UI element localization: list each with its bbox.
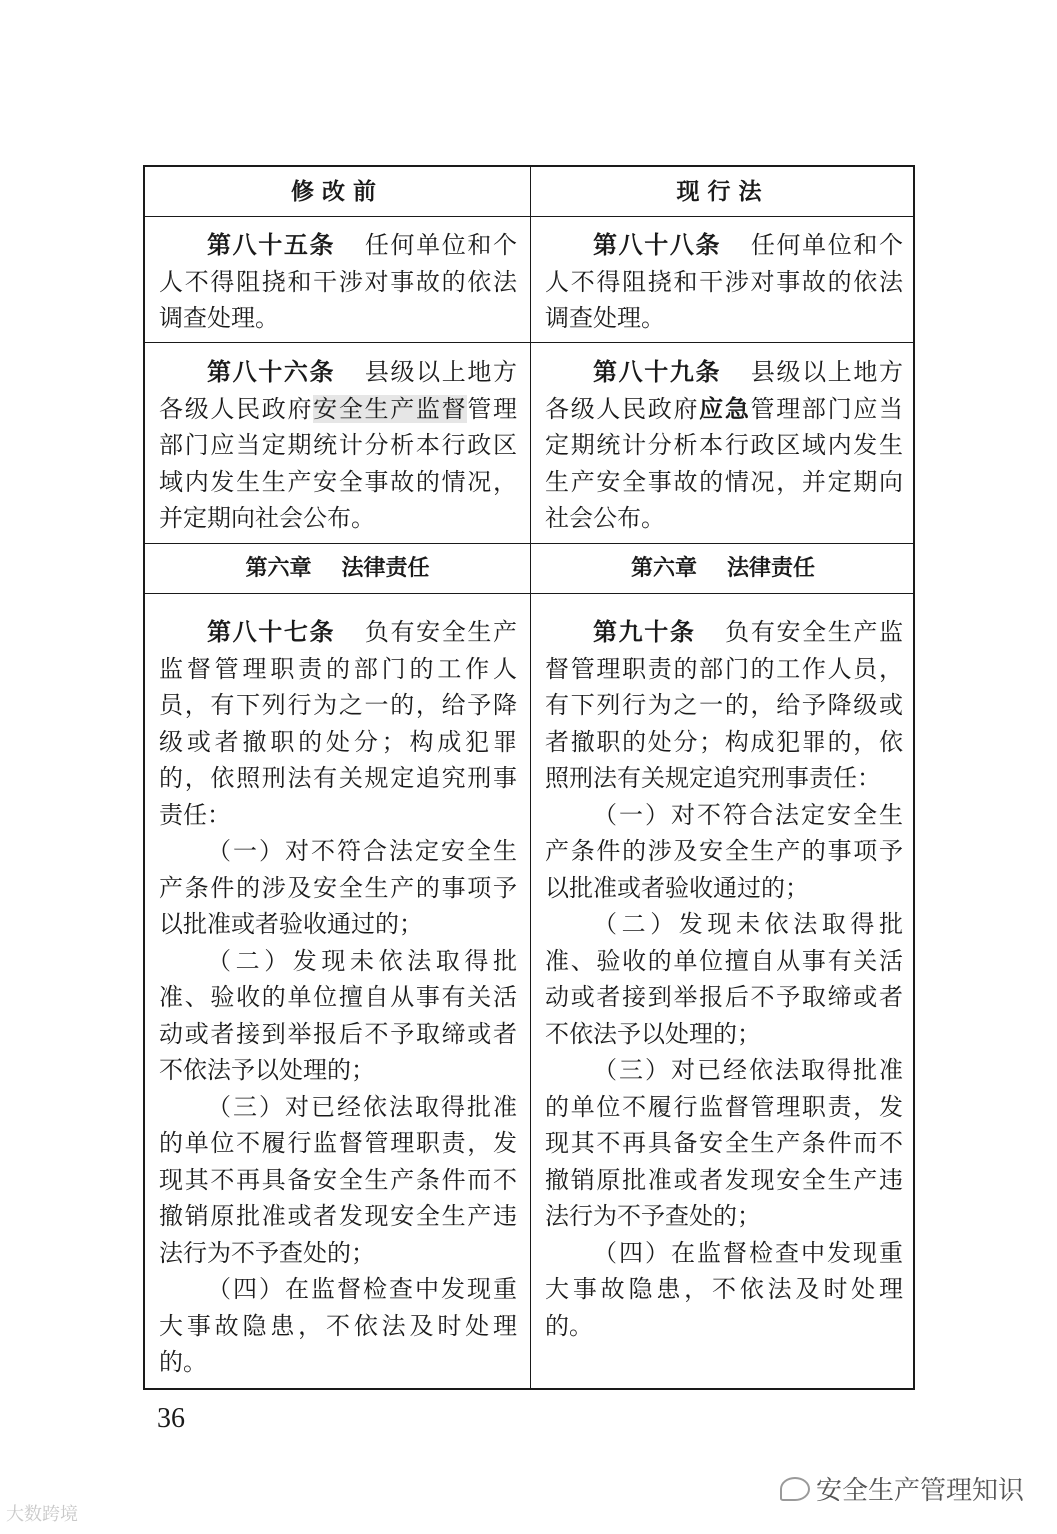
emphasized-text: 应急 <box>699 393 751 423</box>
cell-current-article-88 <box>545 227 903 337</box>
wechat-icon <box>780 1477 810 1501</box>
article-number: 第八十五条 <box>207 231 336 259</box>
clause-item: （一）对不符合法定安全生产条件的涉及安全生产的事项予以批准或者验收通过的； <box>159 837 517 938</box>
clause-item: （一）对不符合法定安全生产条件的涉及安全生产的事项予以批准或者验收通过的； <box>545 800 903 902</box>
watermark-account-name: 安全生产管理知识 <box>816 1476 1025 1506</box>
article-text: 任何单位和个人不得阻挠和干涉对事故的依法调查处理。 <box>159 231 518 332</box>
clause-item: （三）对已经依法取得批准的单位不履行监督管理职责，发现其不再具备安全生产条件而不撤销原批准或者发现安全生产违法行为不予查处的； <box>545 1056 903 1230</box>
article-text: 负有安全生产监督管理职责的部门的工作人员，有下列行为之一的，给予降级或者撤职的处分；构成犯罪的，依照刑法有关规定追究刑事责任： <box>545 618 904 792</box>
chapter-heading-before <box>145 544 530 593</box>
cell-current-article-90 <box>545 614 903 1344</box>
article-number: 第八十八条 <box>593 231 722 259</box>
article-text: 负有安全生产监督管理职责的部门的工作人员，有下列行为之一的，给予降级或者撤职的处分；构成犯罪的，依照刑法有关规定追究刑事责任： <box>159 618 518 829</box>
clause-item: （二）发现未依法取得批准、验收的单位擅自从事有关活动或者接到举报后不予取缔或者不依法予以处理的； <box>545 910 903 1048</box>
cell-before-article-87 <box>159 614 517 1381</box>
article-number: 第八十七条 <box>207 618 336 646</box>
article-text: 管理部门应当定期统计分析本行政区域内发生生产安全事故的情况，并定期向社会公布。 <box>545 394 904 532</box>
row-divider <box>145 593 913 594</box>
header-current: 现行法 <box>676 179 770 205</box>
cell-before-article-85 <box>159 227 517 337</box>
page-number: 36 <box>157 1403 185 1434</box>
chapter-number: 第六章 <box>630 556 697 581</box>
highlighted-text: 安全生产监督 <box>313 394 468 423</box>
comparison-table <box>143 165 915 1390</box>
clause-item: （四）在监督检查中发现重大事故隐患，不依法及时处理的。 <box>159 1275 517 1376</box>
column-divider <box>530 167 531 1388</box>
cell-before-article-86 <box>159 354 517 537</box>
watermark-account <box>780 1470 1024 1507</box>
article-number: 第九十条 <box>593 618 696 646</box>
watermark-source: 大数跨境 <box>6 1504 78 1525</box>
article-number: 第八十六条 <box>207 358 336 386</box>
header-before: 修改前 <box>291 179 384 205</box>
article-text: 县级以上地方各级人民政府 <box>545 358 904 423</box>
article-text: 任何单位和个人不得阻挠和干涉对事故的依法调查处理。 <box>545 231 904 332</box>
chapter-heading-current <box>531 544 915 593</box>
clause-item: （二）发现未依法取得批准、验收的单位擅自从事有关活动或者接到举报后不予取缔或者不依法予以处理的； <box>159 946 517 1084</box>
article-text: 县级以上地方各级人民政府 <box>159 358 518 423</box>
cell-current-article-89 <box>545 354 903 537</box>
chapter-title: 法律责任 <box>341 556 430 581</box>
article-number: 第八十九条 <box>593 358 722 386</box>
chapter-title: 法律责任 <box>727 556 816 581</box>
row-divider <box>145 342 913 343</box>
chapter-number: 第六章 <box>245 556 312 581</box>
clause-item: （三）对已经依法取得批准的单位不履行监督管理职责，发现其不再具备安全生产条件而不撤销原批准或者发现安全生产违法行为不予查处的； <box>159 1092 517 1267</box>
article-text: 管理部门应当定期统计分析本行政区域内发生生产安全事故的情况，并定期向社会公布。 <box>159 394 518 532</box>
clause-item: （四）在监督检查中发现重大事故隐患，不依法及时处理的。 <box>545 1238 903 1340</box>
